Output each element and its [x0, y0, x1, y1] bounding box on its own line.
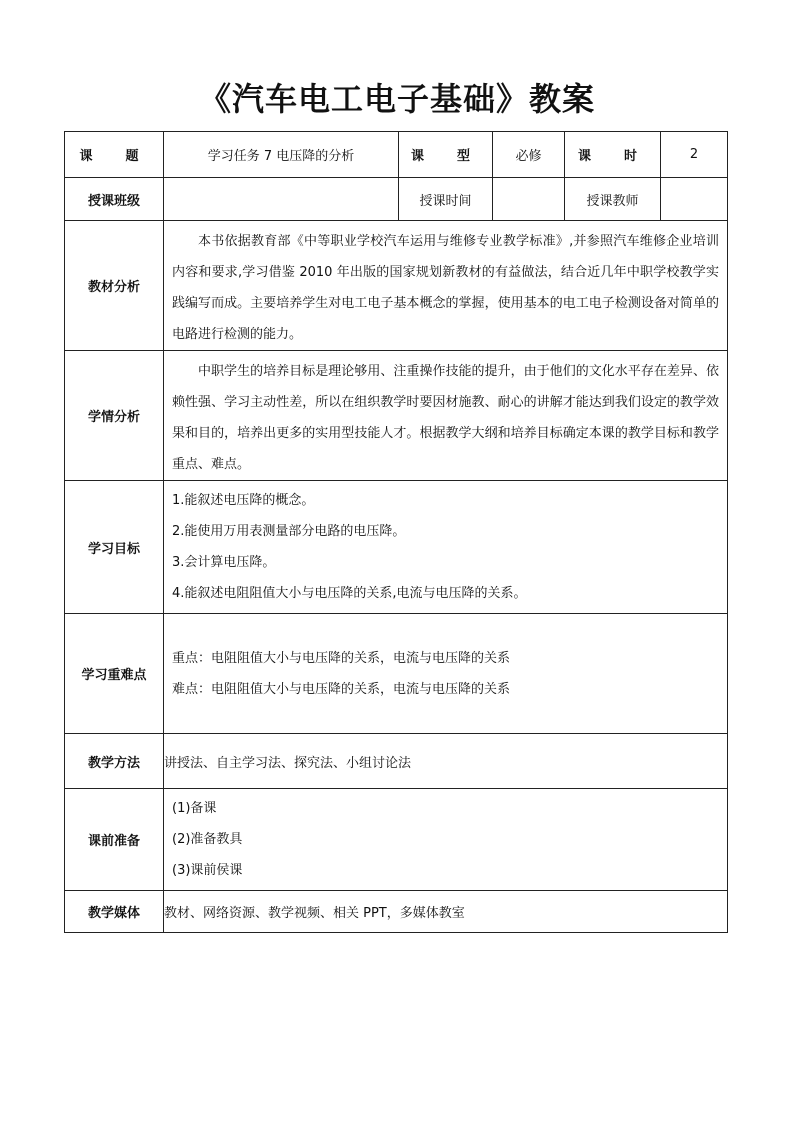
key-point-item: 难点：电阻阻值大小与电压降的关系，电流与电压降的关系	[172, 681, 511, 697]
time-label: 授课时间	[399, 178, 493, 221]
class-row	[65, 178, 728, 221]
objectives-label: 学习目标	[65, 481, 164, 614]
course-value: 学习任务 7 电压降的分析	[164, 132, 399, 178]
media-label: 教学媒体	[65, 891, 164, 933]
objective-item: 3.会计算电压降。	[172, 555, 276, 570]
class-value	[164, 178, 399, 221]
course-label: 课 题	[65, 132, 164, 178]
key-points-list	[164, 639, 727, 709]
material-text: 本书依据教育部《中等职业学校汽车运用与维修专业教学标准》,并参照汽车维修企业培训内容和要求,学习借鉴 2010 年出版的国家规划新教材的有益做法，结合近几年中职学校教学实践编写而成。主要培养学生对电工电子基本概念的掌握，使用基本的电工电子检测设备对简单的电路进行检测的能力。	[172, 234, 719, 342]
key-points-cell	[164, 614, 728, 734]
lesson-plan-table	[64, 131, 728, 933]
hours-label: 课 时	[565, 132, 661, 178]
media-text: 教材、网络资源、教学视频、相关 PPT，多媒体教室	[164, 891, 728, 933]
objectives-row	[65, 481, 728, 614]
objectives-cell	[164, 481, 728, 614]
class-label: 授课班级	[65, 178, 164, 221]
teacher-label: 授课教师	[565, 178, 661, 221]
methods-label: 教学方法	[65, 734, 164, 789]
methods-text: 讲授法、自主学习法、探究法、小组讨论法	[164, 734, 728, 789]
type-value: 必修	[493, 132, 565, 178]
preparation-cell	[164, 789, 728, 891]
preparation-item: (2)准备教具	[172, 832, 243, 847]
objectives-list	[164, 481, 727, 613]
key-points-label: 学习重难点	[65, 614, 164, 734]
methods-row	[65, 734, 728, 789]
preparation-item: (3)课前侯课	[172, 863, 243, 878]
preparation-item: (1)备课	[172, 801, 217, 816]
media-row	[65, 891, 728, 933]
preparation-list	[164, 789, 727, 890]
teacher-value	[661, 178, 728, 221]
key-point-item: 重点：电阻阻值大小与电压降的关系，电流与电压降的关系	[172, 650, 511, 666]
objective-item: 1.能叙述电压降的概念。	[172, 493, 315, 508]
students-row	[65, 351, 728, 481]
material-cell	[164, 221, 728, 351]
objective-item: 4.能叙述电阻阻值大小与电压降的关系,电流与电压降的关系。	[172, 586, 527, 601]
course-row	[65, 132, 728, 178]
hours-value: 2	[661, 132, 728, 178]
time-value	[493, 178, 565, 221]
students-cell	[164, 351, 728, 481]
preparation-label: 课前准备	[65, 789, 164, 891]
document-title: 《汽车电工电子基础》教案	[198, 80, 595, 118]
preparation-row	[65, 789, 728, 891]
students-text: 中职学生的培养目标是理论够用、注重操作技能的提升，由于他们的文化水平存在差异、依赖性强、学习主动性差，所以在组织教学时要因材施教、耐心的讲解才能达到我们设定的教学效果和目的，培养出更多的实用型技能人才。根据教学大纲和培养目标确定本课的教学目标和教学重点、难点。	[172, 364, 719, 472]
key-points-row	[65, 614, 728, 734]
objective-item: 2.能使用万用表测量部分电路的电压降。	[172, 524, 406, 539]
type-label: 课 型	[399, 132, 493, 178]
students-label: 学情分析	[65, 351, 164, 481]
material-label: 教材分析	[65, 221, 164, 351]
material-row	[65, 221, 728, 351]
